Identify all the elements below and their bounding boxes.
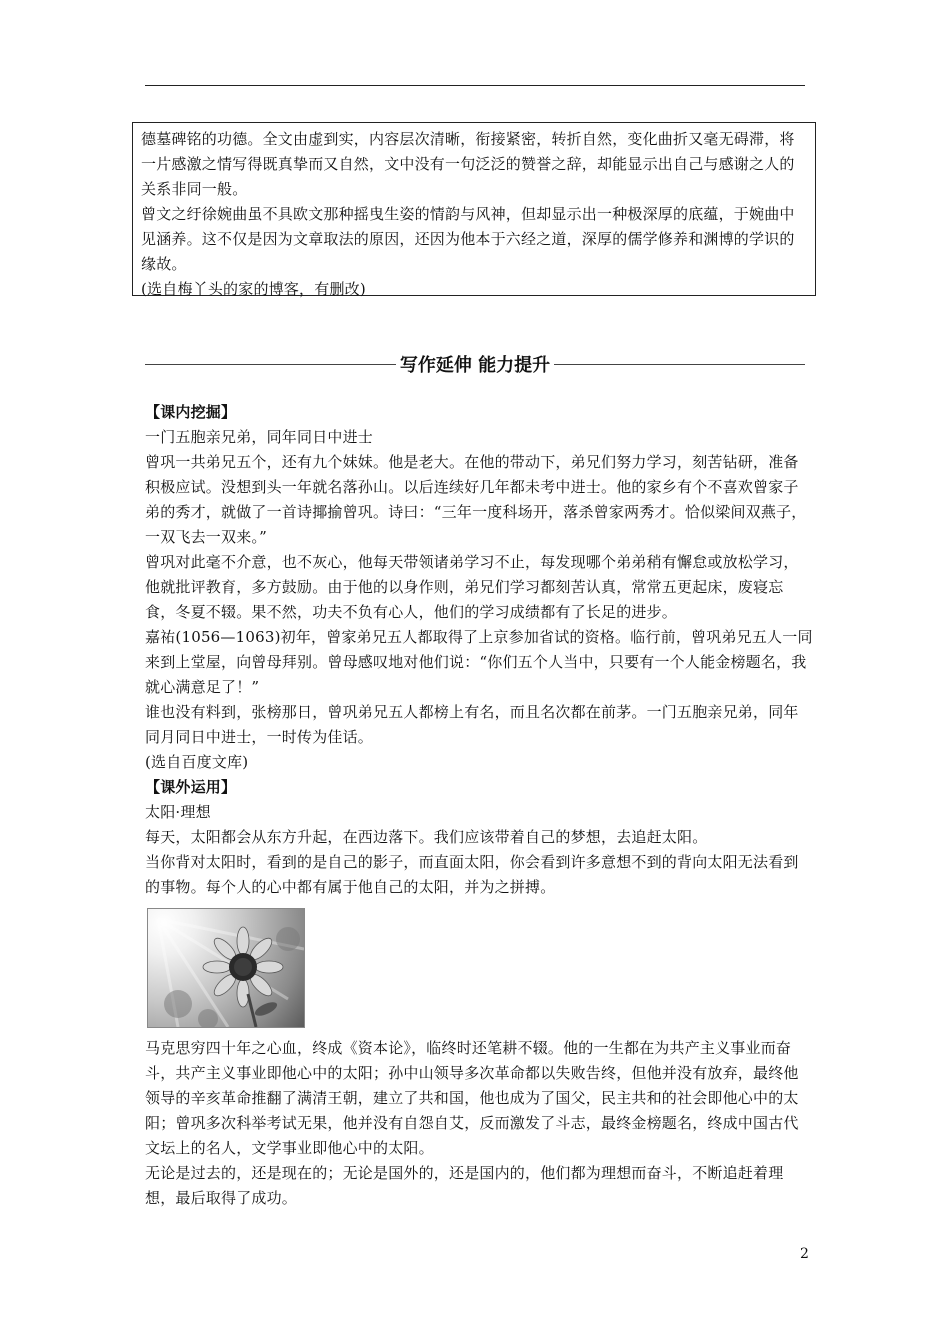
section-title	[145, 350, 805, 378]
part1-paragraph: 曾巩对此毫不介意，也不灰心，他每天带领诸弟学习不止，每发现哪个弟弟稍有懈怠或放松学习，他就批评教育，多方鼓励。由于他的以身作则，弟兄们学习都刻苦认真，常常五更起床，废寝忘食，冬夏不辍。果不然，功夫不负有心人，他们的学习成绩都有了长足的进步。	[145, 553, 799, 621]
sunflower-image	[147, 908, 305, 1028]
box-paragraph: 曾文之纡徐婉曲虽不具欧文那种摇曳生姿的情韵与风神，但却显示出一种极深厚的底蕴，于婉曲中见涵养。这不仅是因为文章取法的原因，还因为他本于六经之道，深厚的儒学修养和渊博的学识的缘故。	[141, 205, 795, 273]
section-title-left-rule	[145, 364, 396, 365]
part2-paragraph: 无论是过去的，还是现在的；无论是国外的，还是国内的，他们都为理想而奋斗，不断追赶着理想，最后取得了成功。	[145, 1164, 784, 1207]
header-rule	[145, 85, 805, 86]
page-number: 2	[800, 1246, 809, 1262]
box-source: (选自梅丫头的家的博客，有删改)	[141, 280, 366, 298]
part2-paragraph: 马克思穷四十年之心血，终成《资本论》，临终时还笔耕不辍。他的一生都在为共产主义事业而奋斗，共产主义事业即他心中的太阳；孙中山领导多次革命都以失败告终，但他并没有放弃，最终他领导的辛亥革命推翻了满清王朝，建立了共和国，他也成为了国父，民主共和的社会即他心中的太阳；曾巩多次科举考试无果，他并没有自怨自艾，反而激发了斗志，最终金榜题名，终成中国古代文坛上的名人，文学事业即他心中的太阳。	[145, 1039, 799, 1157]
section-title-text: 写作延伸 能力提升	[399, 355, 551, 376]
part1-paragraph: 谁也没有料到，张榜那日，曾巩弟兄五人都榜上有名，而且名次都在前茅。一门五胞亲兄弟，同年同月同日中进士，一时传为佳话。	[145, 703, 799, 746]
box-paragraph: 德墓碑铭的功德。全文由虚到实，内容层次清晰，衔接紧密，转折自然，变化曲折又毫无碍滞，将一片感激之情写得既真挚而又自然，文中没有一句泛泛的赞誉之辞，却能显示出自己与感谢之人的关系非同一般。	[141, 130, 795, 198]
part2-paragraph: 每天，太阳都会从东方升起，在西边落下。我们应该带着自己的梦想，去追赶太阳。	[145, 828, 708, 846]
sunflower-illustration	[148, 909, 304, 1027]
part1-heading: 【课内挖掘】	[145, 403, 237, 421]
part2-heading: 【课外运用】	[145, 778, 237, 796]
section-title-right-rule	[554, 364, 805, 365]
main-content	[145, 400, 813, 1211]
part1-title: 一门五胞亲兄弟，同年同日中进士	[145, 428, 374, 446]
part1-paragraph: 曾巩一共弟兄五个，还有九个妹妹。他是老大。在他的带动下，弟兄们努力学习，刻苦钻研，准备积极应试。没想到头一年就名落孙山。以后连续好几年都未考中进士。他的家乡有个不喜欢曾家子弟的秀才，就做了一首诗揶揄曾巩。诗曰：“三年一度科场开，落杀曾家两秀才。恰似梁间双燕子，一双飞去一双来。”	[145, 453, 807, 546]
part2-paragraph: 当你背对太阳时，看到的是自己的影子，而直面太阳，你会看到许多意想不到的背向太阳无法看到的事物。每个人的心中都有属于他自己的太阳，并为之拼搏。	[145, 853, 799, 896]
part1-paragraph: 嘉祐(1056—1063)初年，曾家弟兄五人都取得了上京参加省试的资格。临行前，曾巩弟兄五人一同来到上堂屋，向曾母拜别。曾母感叹地对他们说：“你们五个人当中，只要有一个人能金榜题名，我就心满意足了！”	[145, 628, 813, 696]
part2-title: 太阳·理想	[145, 803, 211, 821]
part1-source: (选自百度文库)	[145, 753, 249, 771]
excerpt-box	[132, 122, 816, 296]
